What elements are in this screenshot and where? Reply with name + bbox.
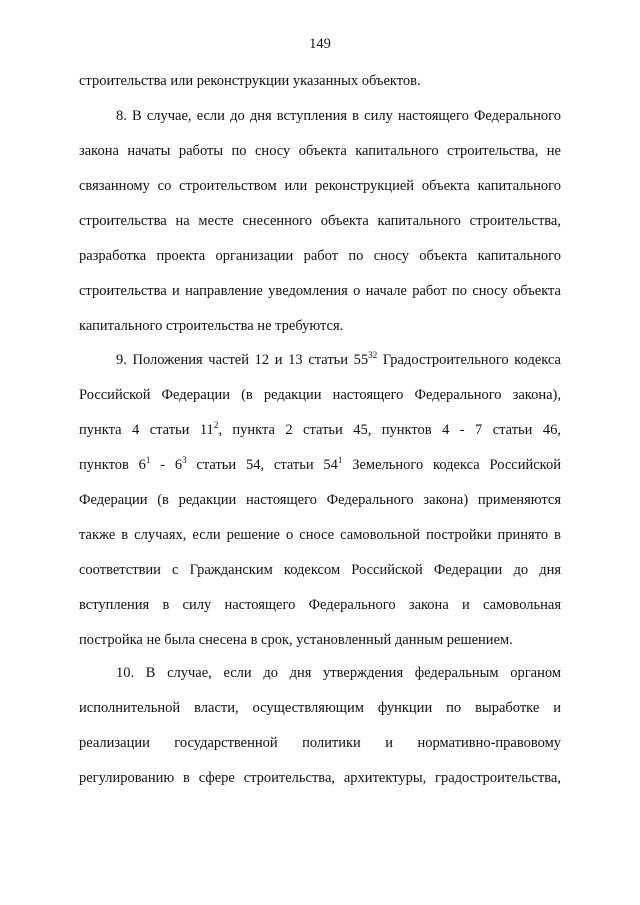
text-line: связанному со строительством или реконструкцией объекта капитального xyxy=(79,178,561,194)
superscript: 1 xyxy=(145,455,151,466)
text-run: - 6 xyxy=(150,457,183,473)
superscript: 32 xyxy=(368,350,378,361)
superscript: 3 xyxy=(182,455,187,466)
text-line: соответствии с Гражданским кодексом Российской Федерации до дня xyxy=(79,562,561,578)
text-line: разработка проекта организации работ по сносу объекта капитального xyxy=(79,248,561,264)
text-line: капитального строительства не требуются. xyxy=(79,318,344,334)
text-line: закона начаты работы по сносу объекта капитального строительства, не xyxy=(79,143,561,159)
text-line: строительства или реконструкции указанных объектов. xyxy=(79,73,421,89)
text-run: пункта 4 статьи 11 xyxy=(79,422,214,438)
page-number: 149 xyxy=(309,36,331,52)
text-run: 9. Положения частей 12 и 13 статьи 55 xyxy=(116,352,369,368)
item-10-line: 10. В случае, если до дня утверждения федеральным органом xyxy=(116,665,561,681)
text-line xyxy=(79,456,561,474)
text-line: исполнительной власти, осуществляющим функции по выработке и xyxy=(79,700,561,716)
text-line: постройка не была снесена в срок, установленный данным решением. xyxy=(79,632,513,648)
text-run: , пункта 2 статьи 45, пунктов 4 - 7 статьи 46, xyxy=(218,422,561,438)
text-line xyxy=(79,421,561,439)
item-8-line: 8. В случае, если до дня вступления в силу настоящего Федерального xyxy=(116,108,561,124)
text-line: вступления в силу настоящего Федерального закона и самовольная xyxy=(79,597,561,613)
text-line: строительства на месте снесенного объекта капитального строительства, xyxy=(79,213,561,229)
text-line: Российской Федерации (в редакции настоящего Федерального закона), xyxy=(79,387,561,403)
text-run: Градостроительного кодекса xyxy=(377,352,561,368)
text-line: реализации государственной политики и нормативно-правовому xyxy=(79,735,561,751)
text-run: статьи 54, статьи 54 xyxy=(186,457,338,473)
text-line: строительства и направление уведомления о начале работ по сносу объекта xyxy=(79,283,561,299)
text-run: Земельного кодекса Российской xyxy=(342,457,561,473)
text-run: пунктов 6 xyxy=(79,457,146,473)
superscript: 2 xyxy=(213,420,219,431)
text-line: также в случаях, если решение о сносе самовольной постройки принято в xyxy=(79,527,561,543)
text-line: Федерации (в редакции настоящего Федерального закона) применяются xyxy=(79,492,561,508)
item-9-line xyxy=(116,351,561,369)
superscript: 1 xyxy=(337,455,343,466)
text-line: регулированию в сфере строительства, архитектуры, градостроительства, xyxy=(79,770,561,786)
